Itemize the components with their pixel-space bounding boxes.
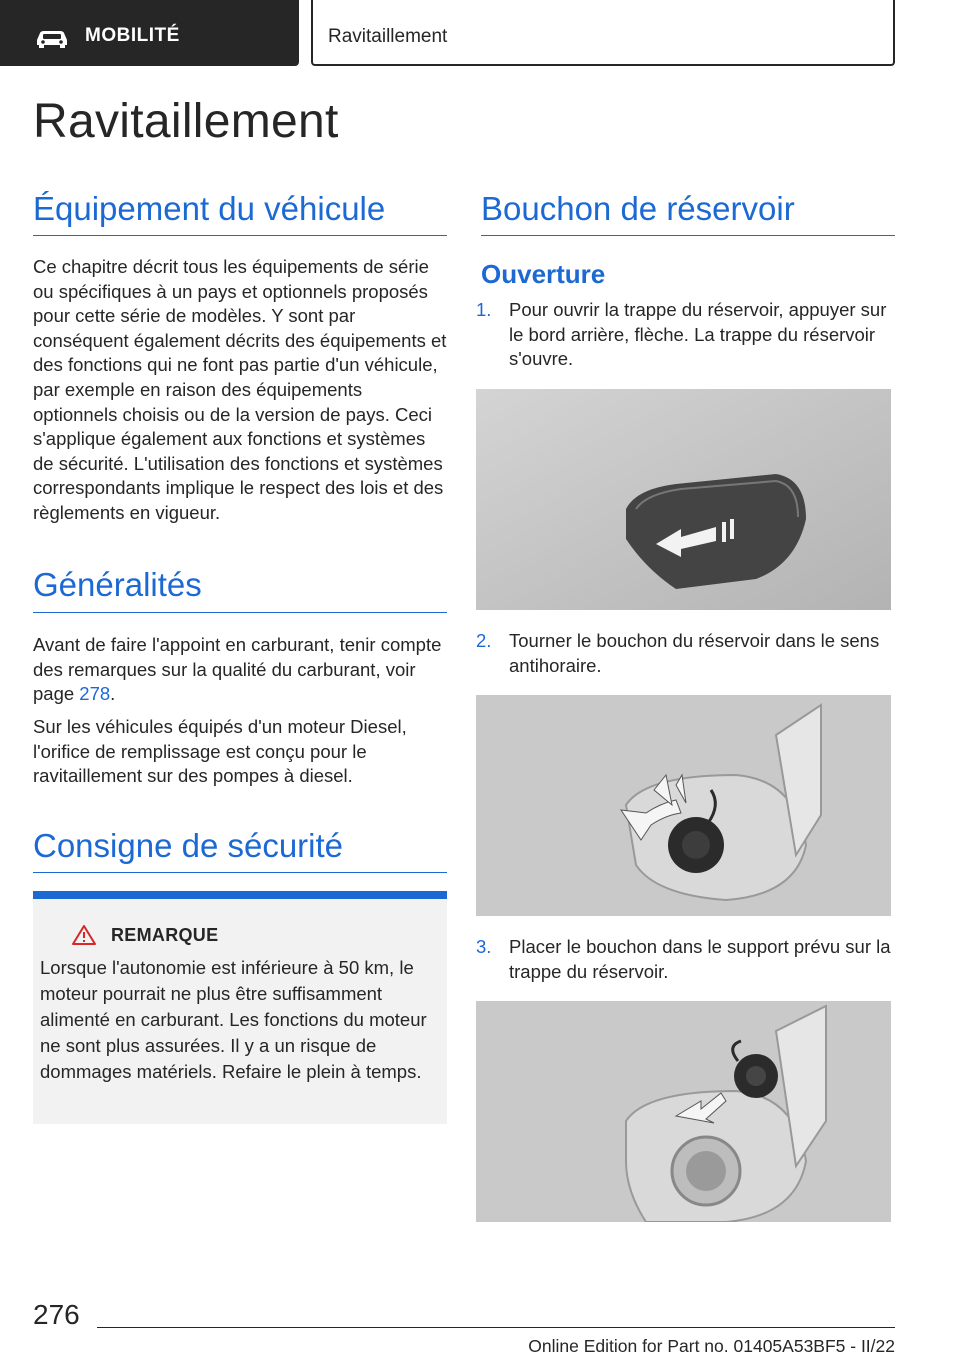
fuel-cap-holder-photo — [476, 1001, 891, 1222]
safety-heading: Consigne de sécurité — [33, 827, 344, 864]
general-heading: Généralités — [33, 566, 202, 603]
fuel-cap-turn-photo — [476, 695, 891, 916]
step-3: 3. Placer le bouchon dans le support prévu sur la trappe du réservoir. — [476, 936, 891, 982]
notice-box — [33, 891, 447, 1124]
fuel-cap-heading: Bouchon de réservoir — [481, 190, 795, 227]
page-title: Ravitaillement — [33, 95, 339, 148]
car-icon — [34, 28, 70, 48]
breadcrumb[interactable] — [311, 0, 895, 66]
notice-title: REMARQUE — [111, 925, 219, 945]
equipment-rule — [33, 235, 447, 236]
opening-heading: Ouverture — [481, 259, 606, 289]
edition-text: Online Edition for Part no. 01405A53BF5 - II/22 — [528, 1336, 895, 1356]
step-1: 1. Pour ouvrir la trappe du réservoir, appuyer sur le bord arrière, flèche. La trappe du réservoir s'ouvre. — [476, 299, 887, 370]
section-label: MOBILITÉ — [85, 25, 180, 46]
safety-rule — [33, 872, 447, 873]
page-number: 276 — [33, 1299, 80, 1330]
equipment-heading: Équipement du véhicule — [33, 190, 386, 227]
step-2: 2. Tourner le bouchon du réservoir dans le sens antihoraire. — [476, 630, 880, 676]
general-text: Avant de faire l'appoint en carburant, tenir compte des remarques sur la qualité du carburant, voir page 278. — [33, 634, 442, 705]
notice-body: Lorsque l'autonomie est inférieure à 50 km, le moteur pourrait ne plus être suffisamment alimenté en carburant. Les fonctions du moteur ne sont plus assurées. Il y a un risque de dommages matériels. Refaire le plein à temps. — [40, 957, 427, 1082]
breadcrumb-label: Ravitaillement — [328, 26, 448, 47]
page-link[interactable]: 278 — [79, 683, 111, 705]
fuel-flap-photo — [476, 389, 891, 610]
warning-icon — [71, 924, 97, 946]
footer-rule — [97, 1327, 895, 1328]
section-tab[interactable] — [0, 0, 299, 66]
diesel-text: Sur les véhicules équipés d'un moteur Diesel, l'orifice de remplissage est conçu pour le ravitaillement sur des pompes à diesel. — [33, 716, 407, 787]
fuel-cap-rule — [481, 235, 895, 236]
general-rule — [33, 612, 447, 613]
equipment-text: Ce chapitre décrit tous les équipements de série ou spécifiques à un pays et optionnels proposés pour cette série de modèles. Y sont par conséquent également décrits des équipements et des fonctions qui ne font pas partie d'un véhicule, par exemple en raison des équipements optionnels choisis ou de la version de pays. Ceci s'applique également aux fonctions et systèmes de sécurité. L'utilisation des fonctions et systèmes correspondants implique le respect des lois et des règlements en vigueur. — [33, 256, 447, 523]
